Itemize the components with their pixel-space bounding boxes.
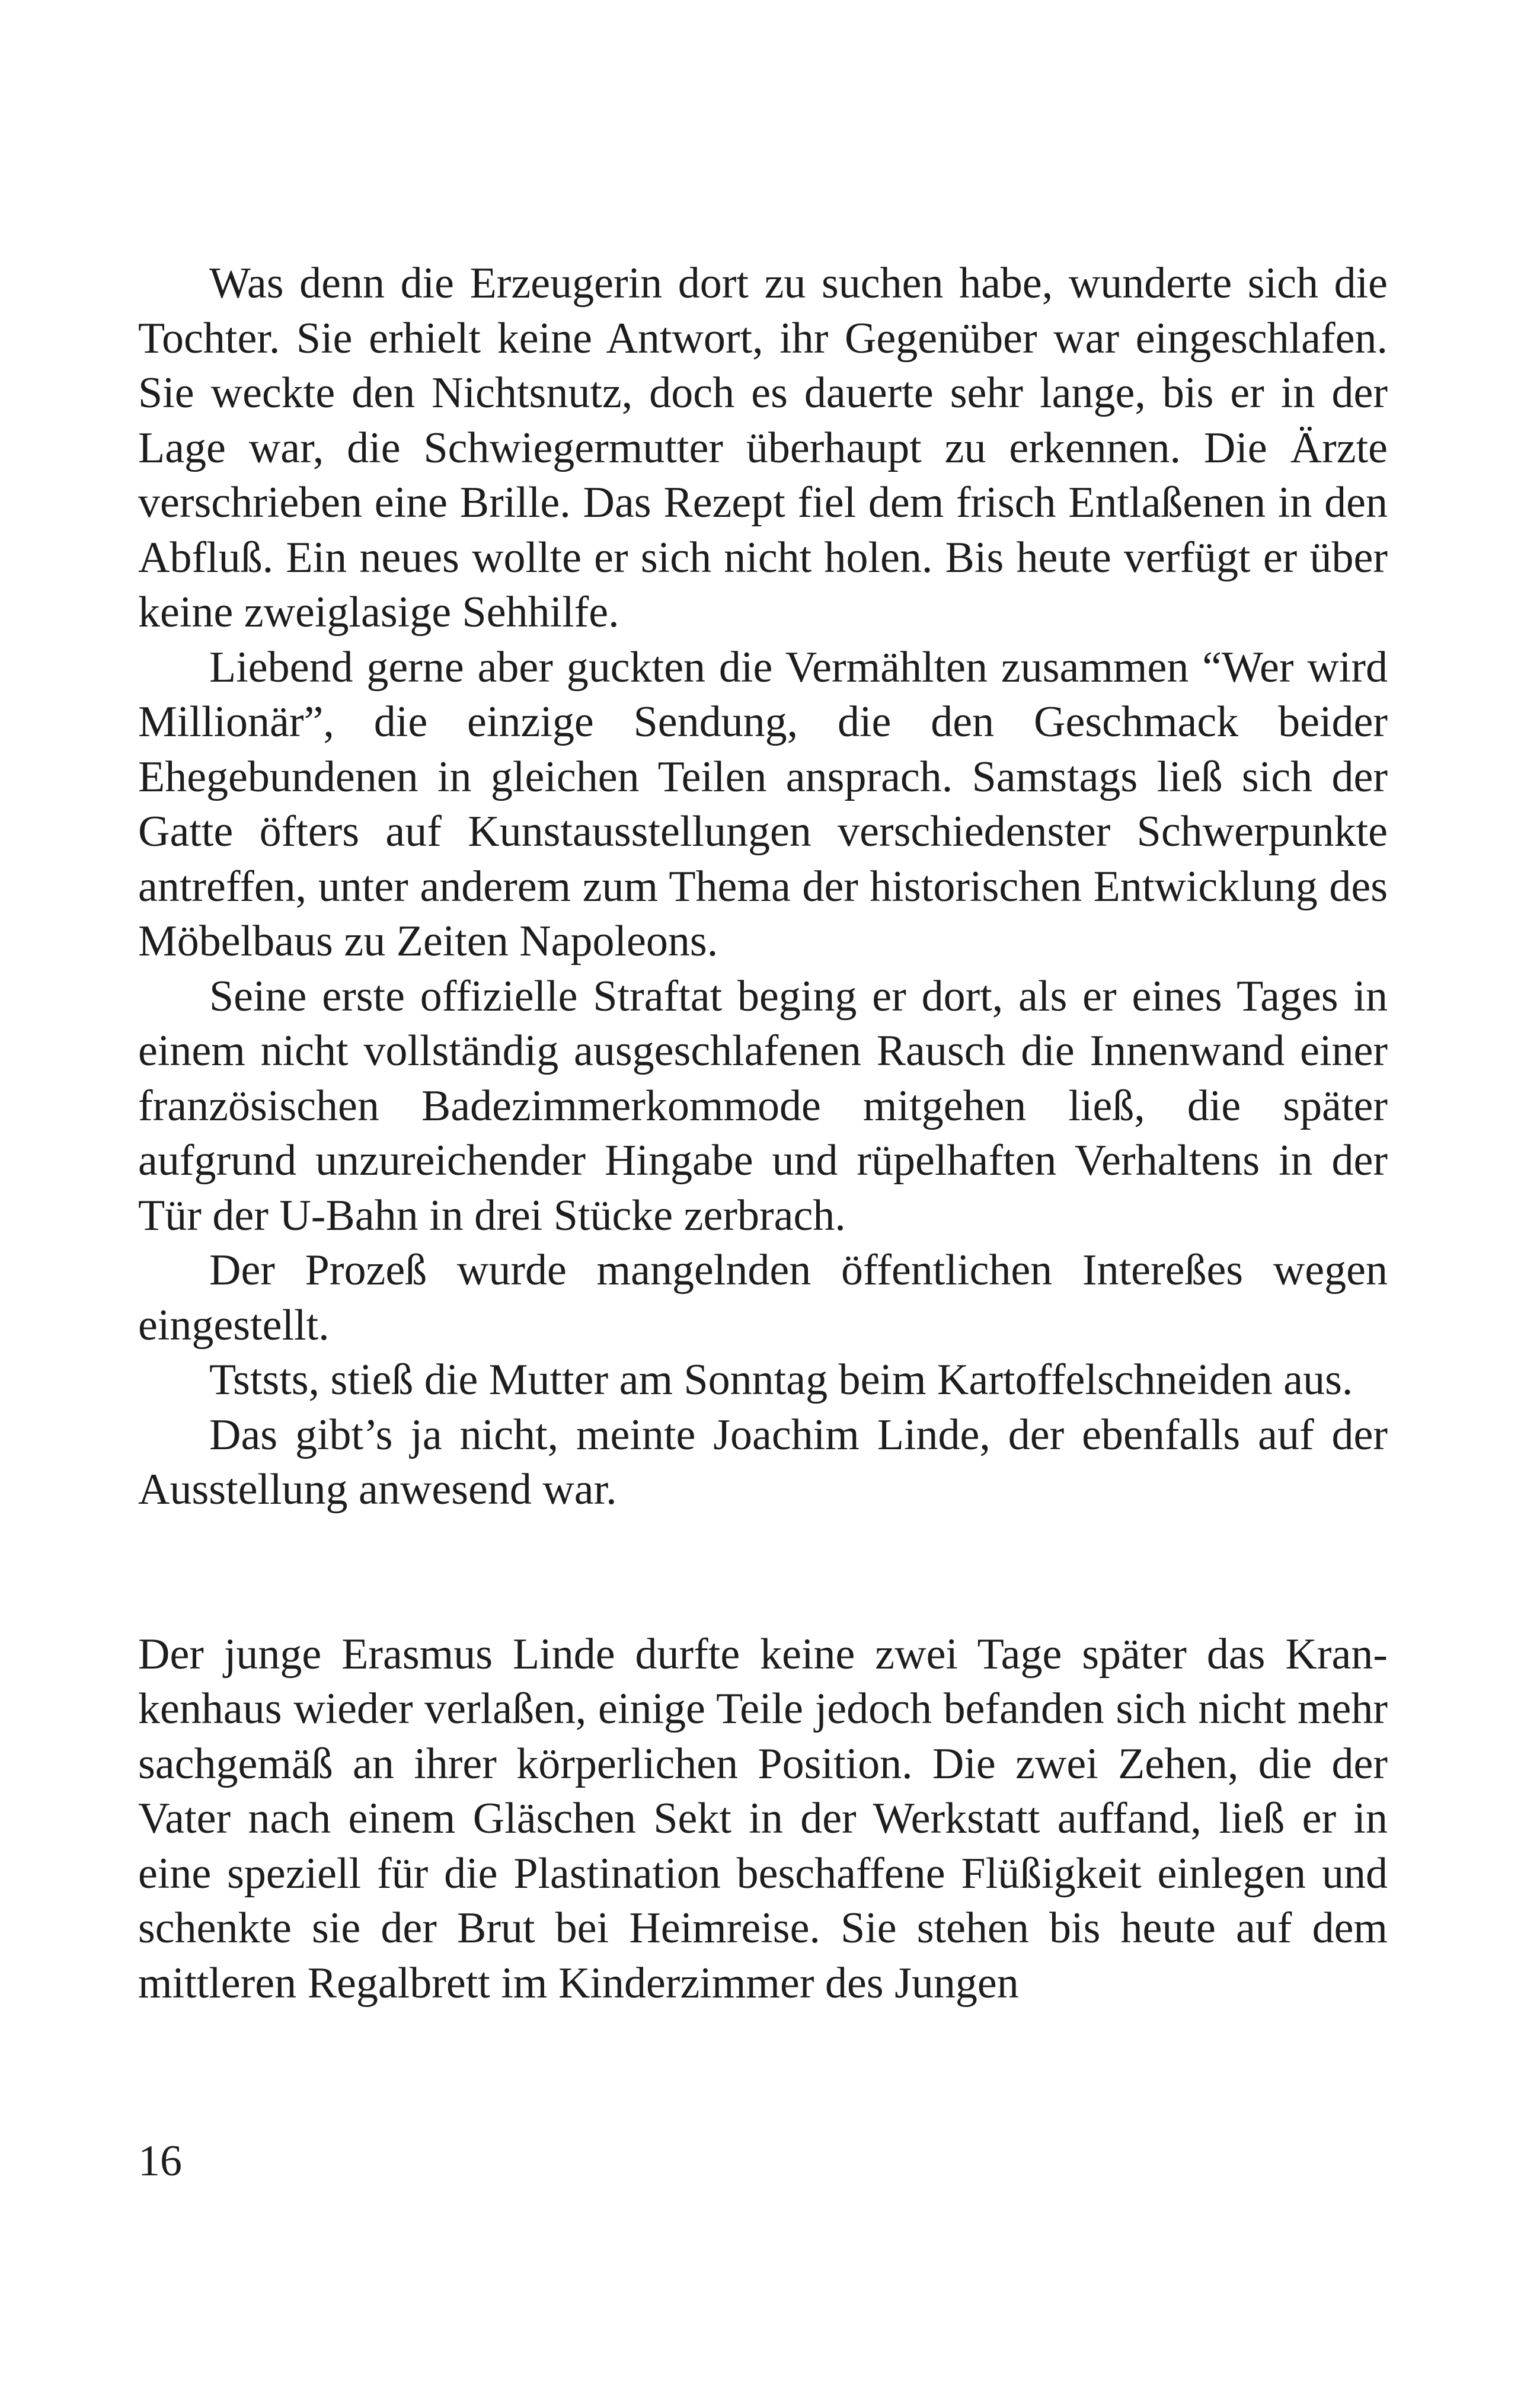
section-break <box>138 1517 1388 1627</box>
paragraph: Der junge Erasmus Linde durfte keine zwei Tage später das Krankenhaus wieder verlaßen, einige Teile jedoch befanden sich nicht mehr sachgemäß an ihrer körperlichen Position. Die zwei Zehen, die der Vater nach einem Gläschen Sekt in der Werkstatt auffand, ließ er in eine speziell für die Plastination beschaffene Flüßigkeit einlegen und schenkte sie der Brut bei Heimreise. Sie stehen bis heute auf dem mittleren Regalbrett im Kinderzimmer des Jungen <box>138 1629 1388 2008</box>
paragraph: Tststs, stieß die Mutter am Sonntag beim Kartoffelschneiden aus. <box>209 1356 1353 1404</box>
page-body <box>138 256 1388 2011</box>
paragraph: Seine erste offizielle Straftat beging er dort, als er eines Tages in einem nicht vollständig ausgeschlafenen Rausch die Innenwand einer französischen Badezimmerkommode mitgehen ließ, die später aufgrund unzureichender Hingabe und rüpelhaften Verhaltens in der Tür der U-Bahn in drei Stücke zerbrach. <box>138 971 1388 1240</box>
section-1 <box>138 256 1388 1517</box>
paragraph: Das gibt’s ja nicht, meinte Joachim Linde, der ebenfalls auf der Ausstellung anwesend war. <box>138 1410 1388 1514</box>
paragraph: Der Prozeß wurde mangelnden öffentlichen Intereßes wegen eingestellt. <box>138 1246 1388 1350</box>
page-number: 16 <box>138 2137 182 2185</box>
paragraph: Was denn die Erzeugerin dort zu suchen habe, wunderte sich die Tochter. Sie erhielt keine Antwort, ihr Gegenüber war eingeschlafen. Sie weckte den Nichtsnutz, doch es dauerte sehr lange, bis er in der Lage war, die Schwiegermutter überhaupt zu erkennen. Die Ärzte verschrieben eine Brille. Das Rezept fiel dem frisch Entlaßenen in den Abfluß. Ein neues wollte er sich nicht holen. Bis heute verfügt er über keine zweiglasige Sehhilfe. <box>138 259 1388 637</box>
paragraph: Liebend gerne aber guckten die Vermählten zusammen “Wer wird Millionär”, die einzige Sendung, die den Geschmack beider Ehegebundenen in gleichen Teilen ansprach. Samstags ließ sich der Gatte öfters auf Kunstausstellungen verschiedenster Schwerpunkte antreffen, unter anderem zum Thema der historischen Entwicklung des Möbelbaus zu Zeiten Napoleons. <box>138 643 1388 966</box>
section-2 <box>138 1627 1388 2011</box>
